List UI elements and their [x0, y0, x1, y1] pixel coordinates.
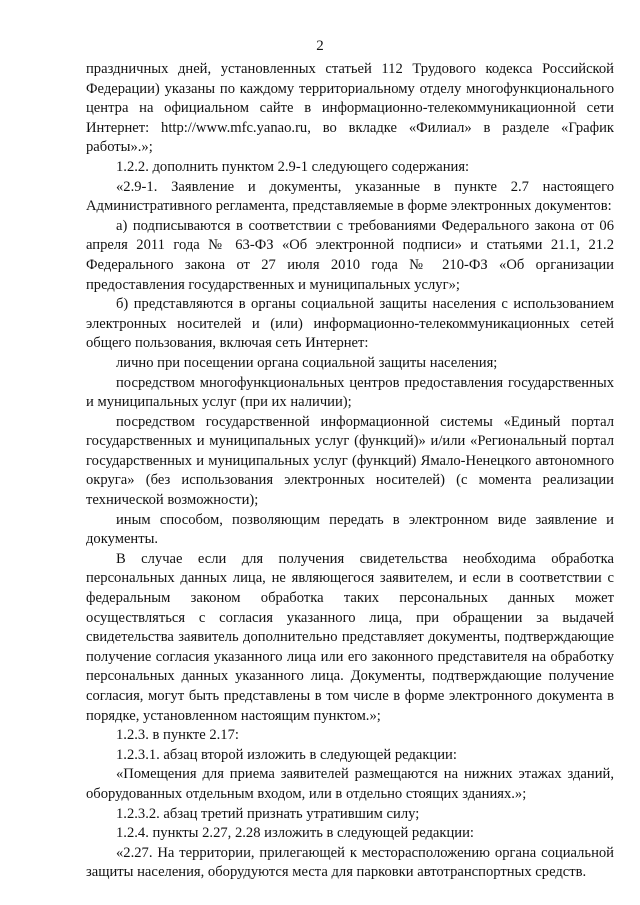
paragraph: 1.2.2. дополнить пунктом 2.9-1 следующего содержания:: [116, 158, 470, 175]
paragraph: а) подписываются в соответствии с требованиями Федерального закона от 06 апреля 2011 года № 63-ФЗ «Об электронной подписи» и статьями 21.1, 21.2 Федерального закона от 27 июля 2010 года № 210-ФЗ «Об организации предоставления государственных и муниципальных услуг»;: [86, 217, 614, 293]
paragraph: В случае если для получения свидетельства необходима обработка персональных данных лица, не являющегося заявителем, и если в соответствии с федеральным законом обработка таких персональных данных может осуществляться с согласия указанного лица, при обращении за выдачей свидетельства заявитель дополнительно представляет документы, подтверждающие получение согласия указанного лица или его законного представителя на обработку персональных данных указанного лица. Документы, подтверждающие получение согласия, могут быть представлены в том числе в форме электронного документа в порядке, установленном настоящим пунктом.»;: [86, 550, 614, 724]
paragraph: «2.27. На территории, прилегающей к месторасположению органа социальной защиты населения, оборудуются места для парковки автотранспортных средств.: [86, 844, 614, 881]
paragraph: «Помещения для приема заявителей размещаются на нижних этажах зданий, оборудованных отдельным входом, или в отдельно стоящих зданиях.»;: [86, 766, 614, 802]
paragraph: 1.2.3. в пункте 2.17:: [116, 727, 239, 744]
paragraph: 1.2.3.1. абзац второй изложить в следующей редакции:: [116, 746, 457, 763]
page-number: 2: [316, 38, 324, 54]
paragraph: иным способом, позволяющим передать в электронном виде заявление и документы.: [86, 511, 614, 548]
paragraph: 1.2.4. пункты 2.27, 2.28 изложить в следующей редакции:: [116, 825, 474, 842]
paragraph: лично при посещении органа социальной защиты населения;: [116, 354, 498, 371]
paragraph: праздничных дней, установленных статьей 112 Трудового кодекса Российской Федерации) указаны по каждому территориальному отделу многофункционального центра на официальном сайте в информационно-телекоммуникационной сети Интернет: http://www.mfc.yanao.ru, во вкладке «Филиал» в разделе «График работы».»;: [86, 61, 614, 156]
paragraph: посредством многофункциональных центров предоставления государственных и муниципальных услуг (при их наличии);: [86, 374, 614, 411]
document-body: [86, 60, 614, 883]
paragraph: б) представляются в органы социальной защиты населения с использованием электронных носителей и (или) информационно-телекоммуникационных сетей общего пользования, включая сеть Интернет:: [86, 296, 614, 352]
paragraph: 1.2.3.2. абзац третий признать утратившим силу;: [116, 805, 420, 822]
paragraph: посредством государственной информационной системы «Единый портал государственных и муниципальных услуг (функций)» и/или «Региональный портал государственных и муниципальных услуг (функций) Ямало-Ненецкого автономного округа» (без использования электронных носителей) (с момента реализации технической возможности);: [86, 413, 614, 509]
paragraph: «2.9-1. Заявление и документы, указанные в пункте 2.7 настоящего Административного регламента, представляемые в форме электронных документов:: [86, 178, 614, 215]
